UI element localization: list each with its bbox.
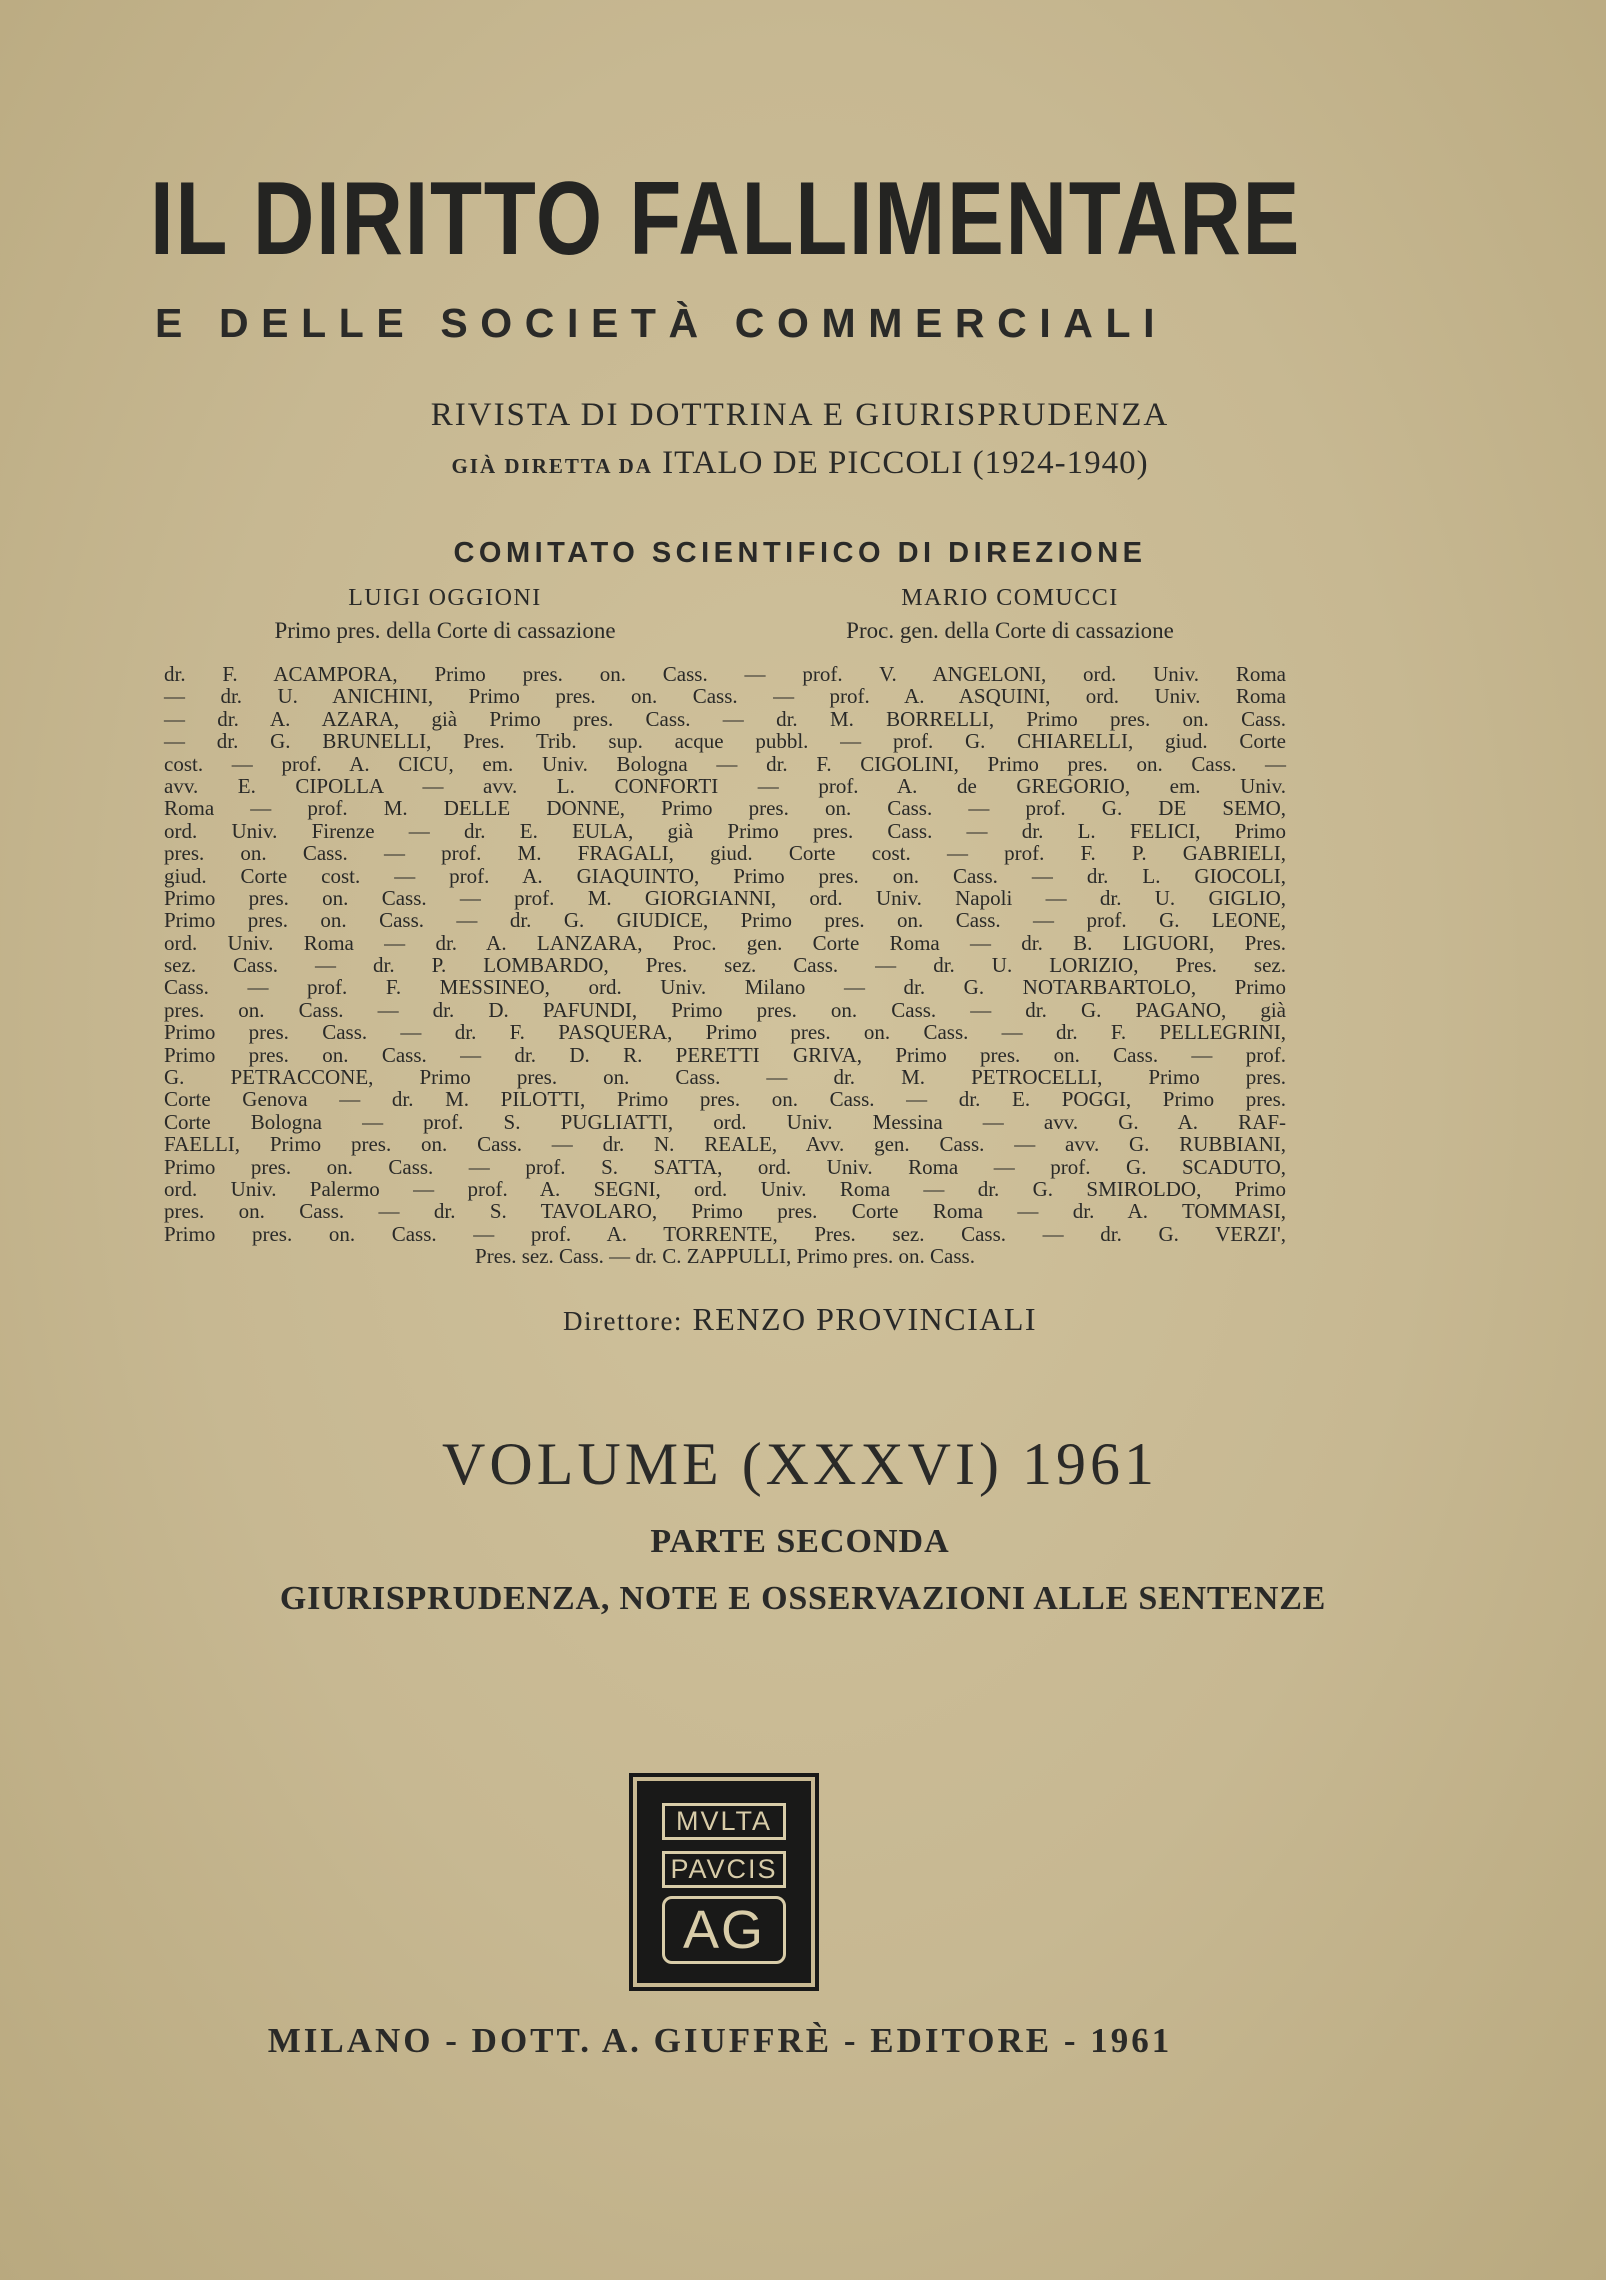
journal-subtitle: E DELLE SOCIETÀ COMMERCIALI — [155, 300, 1168, 346]
committee-member-line: — dr. U. ANICHINI, Primo pres. on. Cass. — prof. A. ASQUINI, ord. Univ. Roma — [164, 684, 1286, 709]
committee-member-line: ord. Univ. Roma — dr. A. LANZARA, Proc. gen. Corte Roma — dr. B. LIGUORI, Pres. — [164, 930, 1286, 955]
journal-title: IL DIRITTO FALLIMENTARE — [150, 161, 1302, 277]
founder-line — [250, 445, 1350, 482]
committee-member-line: pres. on. Cass. — dr. D. PAFUNDI, Primo pres. on. Cass. — dr. G. PAGANO, già — [164, 997, 1286, 1022]
founder-prefix: GIÀ DIRETTA DA — [451, 454, 653, 478]
committee-member-line: cost. — prof. A. CICU, em. Univ. Bologna — dr. F. CIGOLINI, Primo pres. on. Cass. — — [164, 751, 1286, 776]
logo-motto-line2: PAVCIS — [662, 1851, 786, 1888]
logo-motto-line1: MVLTA — [662, 1803, 786, 1840]
journal-description: RIVISTA DI DOTTRINA E GIURISPRUDENZA — [430, 397, 1170, 433]
committee-member-line: Primo pres. on. Cass. — prof. A. TORRENTE, Pres. sez. Cass. — dr. G. VERZI', — [164, 1221, 1286, 1246]
committee-member-line: — dr. A. AZARA, già Primo pres. Cass. — dr. M. BORRELLI, Primo pres. on. Cass. — [164, 706, 1286, 731]
part-contents: GIURISPRUDENZA, NOTE E OSSERVAZIONI ALLE SENTENZE — [279, 1580, 1327, 1617]
president-name: MARIO COMUCCI — [901, 585, 1119, 611]
committee-member-line: Corte Genova — dr. M. PILOTTI, Primo pres. on. Cass. — dr. E. POGGI, Primo pres. — [164, 1087, 1286, 1112]
director-label: Direttore: — [562, 1306, 683, 1336]
committee-member-line: giud. Corte cost. — prof. A. GIAQUINTO, Primo pres. on. Cass. — dr. L. GIOCOLI, — [164, 863, 1286, 888]
committee-member-line: — dr. G. BRUNELLI, Pres. Trib. sup. acque pubbl. — prof. G. CHIARELLI, giud. Corte — [164, 729, 1286, 754]
publisher-logo — [637, 1781, 811, 1983]
committee-member-line: sez. Cass. — dr. P. LOMBARDO, Pres. sez. Cass. — dr. U. LORIZIO, Pres. sez. — [164, 953, 1286, 978]
committee-member-line: ord. Univ. Palermo — prof. A. SEGNI, ord. Univ. Roma — dr. G. SMIROLDO, Primo — [164, 1176, 1286, 1201]
committee-member-line: Primo pres. on. Cass. — dr. G. GIUDICE, Primo pres. on. Cass. — prof. G. LEONE, — [164, 908, 1286, 933]
committee-member-line: pres. on. Cass. — dr. S. TAVOLARO, Primo pres. Corte Roma — dr. A. TOMMASI, — [164, 1199, 1286, 1224]
committee-member-line: avv. E. CIPOLLA — avv. L. CONFORTI — prof. A. de GREGORIO, em. Univ. — [164, 773, 1286, 798]
committee-member-line: ord. Univ. Firenze — dr. E. EULA, già Primo pres. Cass. — dr. L. FELICI, Primo — [164, 818, 1286, 843]
president-role: Proc. gen. della Corte di cassazione — [846, 618, 1174, 643]
committee-member-line: Roma — prof. M. DELLE DONNE, Primo pres. on. Cass. — prof. G. DE SEMO, — [164, 796, 1286, 821]
committee-member-line: pres. on. Cass. — prof. M. FRAGALI, giud. Corte cost. — prof. F. P. GABRIELI, — [164, 841, 1286, 866]
founder-name: ITALO DE PICCOLI — [662, 445, 964, 481]
committee-member-line: Corte Bologna — prof. S. PUGLIATTI, ord. Univ. Messina — avv. G. A. RAF- — [164, 1109, 1286, 1134]
founder-years: (1924-1940) — [972, 445, 1149, 481]
committee-members-list — [164, 663, 1286, 1268]
director-name: RENZO PROVINCIALI — [692, 1301, 1038, 1337]
committee-president-right — [720, 585, 1300, 644]
committee-member-line: Cass. — prof. F. MESSINEO, ord. Univ. Milano — dr. G. NOTARBARTOLO, Primo — [164, 975, 1286, 1000]
president-role: Primo pres. della Corte di cassazione — [274, 618, 616, 643]
committee-heading: COMITATO SCIENTIFICO DI DIREZIONE — [453, 537, 1147, 569]
committee-president-left — [150, 585, 740, 644]
committee-member-line: Pres. sez. Cass. — dr. C. ZAPPULLI, Primo pres. on. Cass. — [475, 1244, 975, 1269]
committee-member-line: Primo pres. on. Cass. — prof. M. GIORGIANNI, ord. Univ. Napoli — dr. U. GIGLIO, — [164, 885, 1286, 910]
committee-member-line: G. PETRACCONE, Primo pres. on. Cass. — dr. M. PETROCELLI, Primo pres. — [164, 1065, 1286, 1090]
committee-member-line: FAELLI, Primo pres. on. Cass. — dr. N. REALE, Avv. gen. Cass. — avv. G. RUBBIANI, — [164, 1132, 1286, 1157]
logo-monogram: AG — [662, 1896, 786, 1964]
director-line — [250, 1301, 1350, 1338]
part-title: PARTE SECONDA — [650, 1523, 950, 1560]
committee-member-line: Primo pres. on. Cass. — dr. D. R. PERETTI GRIVA, Primo pres. on. Cass. — prof. — [164, 1042, 1286, 1067]
publisher-imprint: MILANO - DOTT. A. GIUFFRÈ - EDITORE - 1961 — [267, 2021, 1173, 2060]
committee-member-line: Primo pres. on. Cass. — prof. S. SATTA, ord. Univ. Roma — prof. G. SCADUTO, — [164, 1154, 1286, 1179]
committee-member-line: dr. F. ACAMPORA, Primo pres. on. Cass. — prof. V. ANGELONI, ord. Univ. Roma — [164, 662, 1286, 686]
volume-title: VOLUME (XXXVI) 1961 — [442, 1431, 1158, 1497]
committee-member-line: Primo pres. Cass. — dr. F. PASQUERA, Primo pres. on. Cass. — dr. F. PELLEGRINI, — [164, 1020, 1286, 1045]
president-name: LUIGI OGGIONI — [348, 585, 542, 611]
